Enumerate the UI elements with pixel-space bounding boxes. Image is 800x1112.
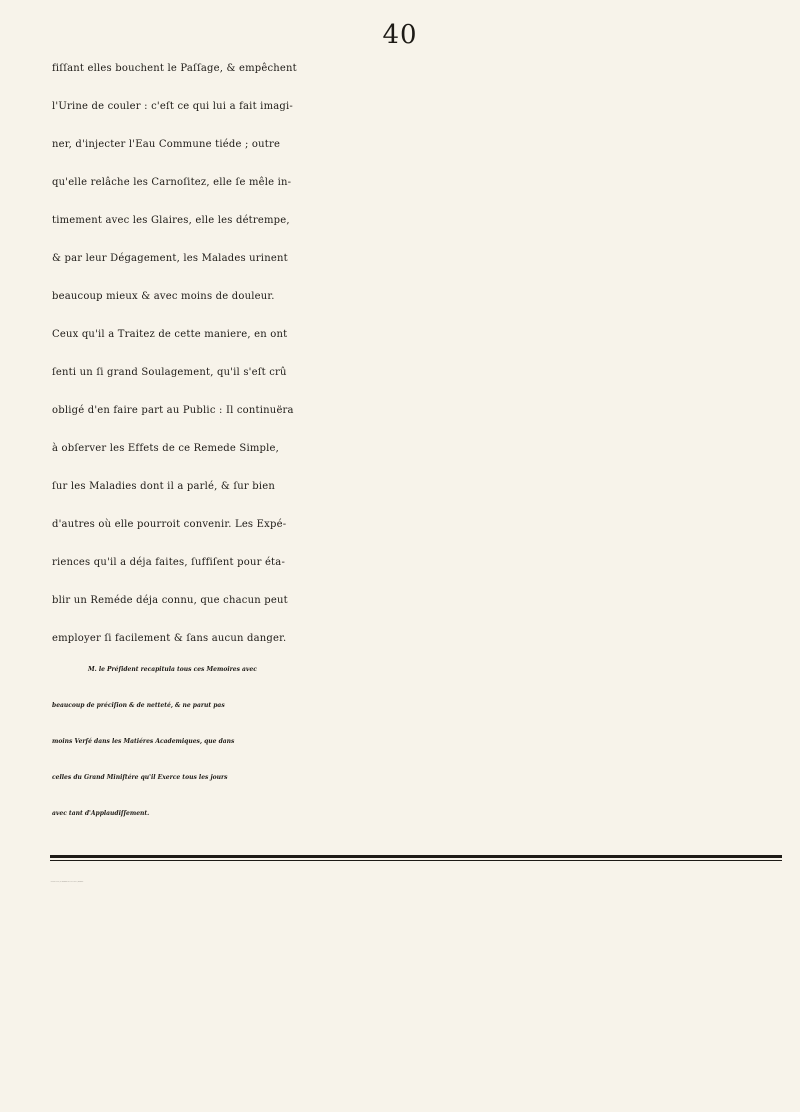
president-summary-paragraph bbox=[52, 652, 792, 832]
page-number: 40 bbox=[382, 20, 418, 50]
printer-imprint bbox=[50, 870, 790, 920]
body-line: fiſſant elles bouchent le Paſſage, & empêchent bbox=[52, 63, 297, 74]
italic-line: celles du Grand Miniſtére qu'il Exerce tous les jours bbox=[52, 774, 228, 781]
body-line: ſur les Maladies dont il a parlé, & ſur bien bbox=[52, 481, 276, 492]
body-line: ſenti un ſi grand Soulagement, qu'il s'eſt crû bbox=[52, 367, 287, 378]
imprint-line bbox=[50, 896, 790, 920]
italic-line: avec tant d'Applaudiſſement. bbox=[52, 810, 150, 817]
body-line: obligé d'en faire part au Public : Il continuëra bbox=[52, 405, 294, 416]
italic-line: moins Verſé dans les Matiéres Academiques, que dans bbox=[52, 738, 235, 745]
body-line: & par leur Dégagement, les Malades urinent bbox=[52, 253, 288, 264]
body-line: beaucoup mieux & avec moins de douleur. bbox=[52, 291, 275, 302]
body-line: Ceux qu'il a Traitez de cette maniere, en ont bbox=[52, 329, 288, 340]
body-line: timement avec les Glaires, elle les détrempe, bbox=[52, 215, 290, 226]
body-line: qu'elle relâche les Carnoſitez, elle ſe mêle in- bbox=[52, 177, 292, 188]
body-line: blir un Reméde déja connu, que chacun peut bbox=[52, 595, 288, 606]
imprint-divider-thin bbox=[50, 860, 782, 861]
body-line: riences qu'il a déja faites, ſuffiſent pour éta- bbox=[52, 557, 286, 568]
imprint-line: A MONTPELLIER, De l'Imprimerie de JEAN MARTEL, Imprimeur bbox=[50, 882, 84, 883]
body-line: à obſerver les Effets de ce Remede Simple, bbox=[52, 443, 280, 454]
italic-line: beaucoup de préciſion & de netteté, & ne parut pas bbox=[52, 702, 225, 709]
body-paragraph bbox=[52, 50, 792, 658]
italic-line: M. le Préſident recapitula tous ces Memoires avec bbox=[88, 666, 257, 673]
imprint-divider-thick bbox=[50, 855, 782, 858]
body-line: ner, d'injecter l'Eau Commune tiéde ; outre bbox=[52, 139, 281, 150]
body-line: d'autres où elle pourroit convenir. Les Expé- bbox=[52, 519, 287, 530]
body-line: employer ſi facilement & ſans aucun danger. bbox=[52, 633, 287, 644]
body-line: l'Urine de couler : c'eſt ce qui lui a fait imagi- bbox=[52, 101, 293, 112]
